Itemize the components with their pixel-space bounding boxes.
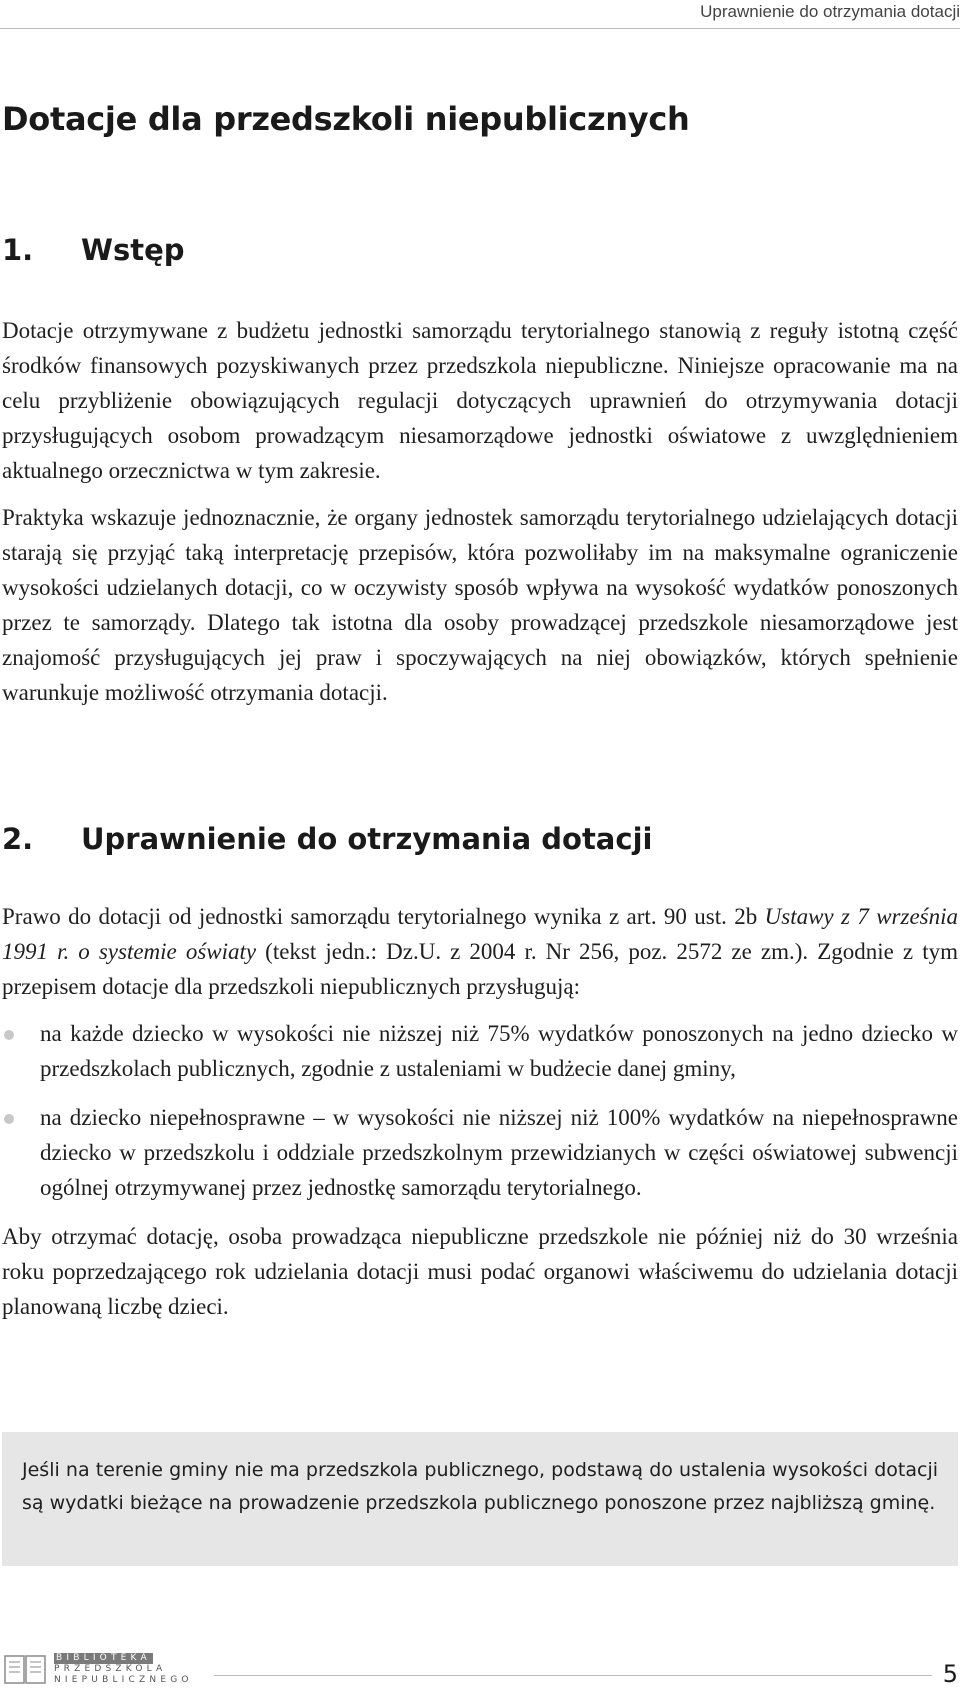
- section-2-closing: Aby otrzymać dotację, osoba prowadząca niepubliczne przedszkole nie później niż do 30 września roku poprzedzającego rok udzielania dotacji musi podać organowi właściwemu do udzielania dotacji planowaną liczbę dzieci.: [2, 1224, 958, 1319]
- bullet-icon: [4, 1030, 14, 1040]
- note-box: [2, 1432, 958, 1566]
- section-1-title: Wstęp: [81, 233, 185, 267]
- list-item: [2, 1100, 958, 1205]
- section-2-body: [2, 899, 958, 1336]
- logo-wordmark: [54, 1653, 193, 1686]
- section-2-heading: [2, 822, 652, 856]
- publisher-logo: [4, 1653, 193, 1687]
- list-item-text: na dziecko niepełnosprawne – w wysokości nie niższej niż 100% wydatków na niepełnosprawne dziecko w przedszkolu i oddziale przedszkolnym przewidzianych w części oświatowej subwencji ogólnej otrzymywanej przez jednostkę samorządu terytorialnego.: [40, 1105, 958, 1200]
- section-1-body: [2, 313, 958, 722]
- act-title: Ustawy z 7 września 1991 r. o systemie oświaty: [2, 904, 958, 964]
- header-rule: [0, 28, 960, 29]
- section-2-number: 2.: [2, 822, 34, 856]
- section-1-paragraph-1: Dotacje otrzymywane z budżetu jednostki samorządu terytorialnego stanowią z reguły istotną część środków finansowych pozyskiwanych przez przedszkola niepubliczne. Niniejsze opracowanie ma na celu przybliżenie obowiązujących regulacji dotyczących uprawnień do otrzymywania dotacji przysługujących osobom prowadzącym niesamorządowe jednostki oświatowe z uwzględnieniem aktualnego orzecznictwa w tym zakresie.: [2, 318, 958, 483]
- footer-rule: [214, 1675, 932, 1676]
- book-icon: [4, 1653, 46, 1687]
- section-1-paragraph-2: Praktyka wskazuje jednoznacznie, że organy jednostek samorządu terytorialnego udzielających dotacji starają się przyjąć taką interpretację przepisów, która pozwoliłaby im na maksymalne ograniczenie wysokości udzielanych dotacji, co w oczywisty sposób wpływa na wysokość wydatków ponoszonych przez te samorządy. Dlatego tak istotna dla osoby prowadzącej przedszkole niesamorządowe jest znajomość przysługujących jej praw i spoczywających na niej obowiązków, których spełnienie warunkuje możliwość otrzymania dotacji.: [2, 505, 958, 705]
- logo-line-3: NIEPUBLICZNEGO: [54, 1675, 193, 1685]
- section-2-title: Uprawnienie do otrzymania dotacji: [81, 822, 653, 856]
- logo-line-1: BIBLIOTEKA: [56, 1653, 151, 1663]
- list-item: [2, 1016, 958, 1086]
- bullet-icon: [4, 1114, 14, 1124]
- running-head: Uprawnienie do otrzymania dotacji: [700, 2, 960, 21]
- list-item-text: na każde dziecko w wysokości nie niższej niż 75% wydatków ponoszonych na jedno dziecko w przedszkolach publicznych, zgodnie z ustaleniami w budżecie danej gminy,: [40, 1021, 958, 1081]
- note-text: Jeśli na terenie gminy nie ma przedszkola publicznego, podstawą do ustalenia wysokości dotacji są wydatki bieżące na prowadzenie przedszkola publicznego ponoszone przez najbliższą gminę.: [22, 1459, 938, 1514]
- section-2-intro: [2, 899, 958, 1004]
- entitlement-list: [2, 1016, 958, 1205]
- logo-line-2: PRZEDSZKOLA: [54, 1664, 167, 1674]
- intro-text-2: (tekst jedn.: Dz.U. z 2004 r. Nr 256, poz. 2572 ze zm.). Zgodnie z tym przepisem dotacje dla przedszkoli niepublicznych przysługują:: [2, 939, 958, 999]
- section-1-number: 1.: [2, 233, 34, 267]
- page-title: Dotacje dla przedszkoli niepublicznych: [2, 100, 690, 138]
- intro-text-1: Prawo do dotacji od jednostki samorządu terytorialnego wynika z art. 90 ust. 2b: [2, 904, 765, 929]
- page-number: 5: [942, 1660, 958, 1688]
- section-1-heading: [2, 233, 185, 267]
